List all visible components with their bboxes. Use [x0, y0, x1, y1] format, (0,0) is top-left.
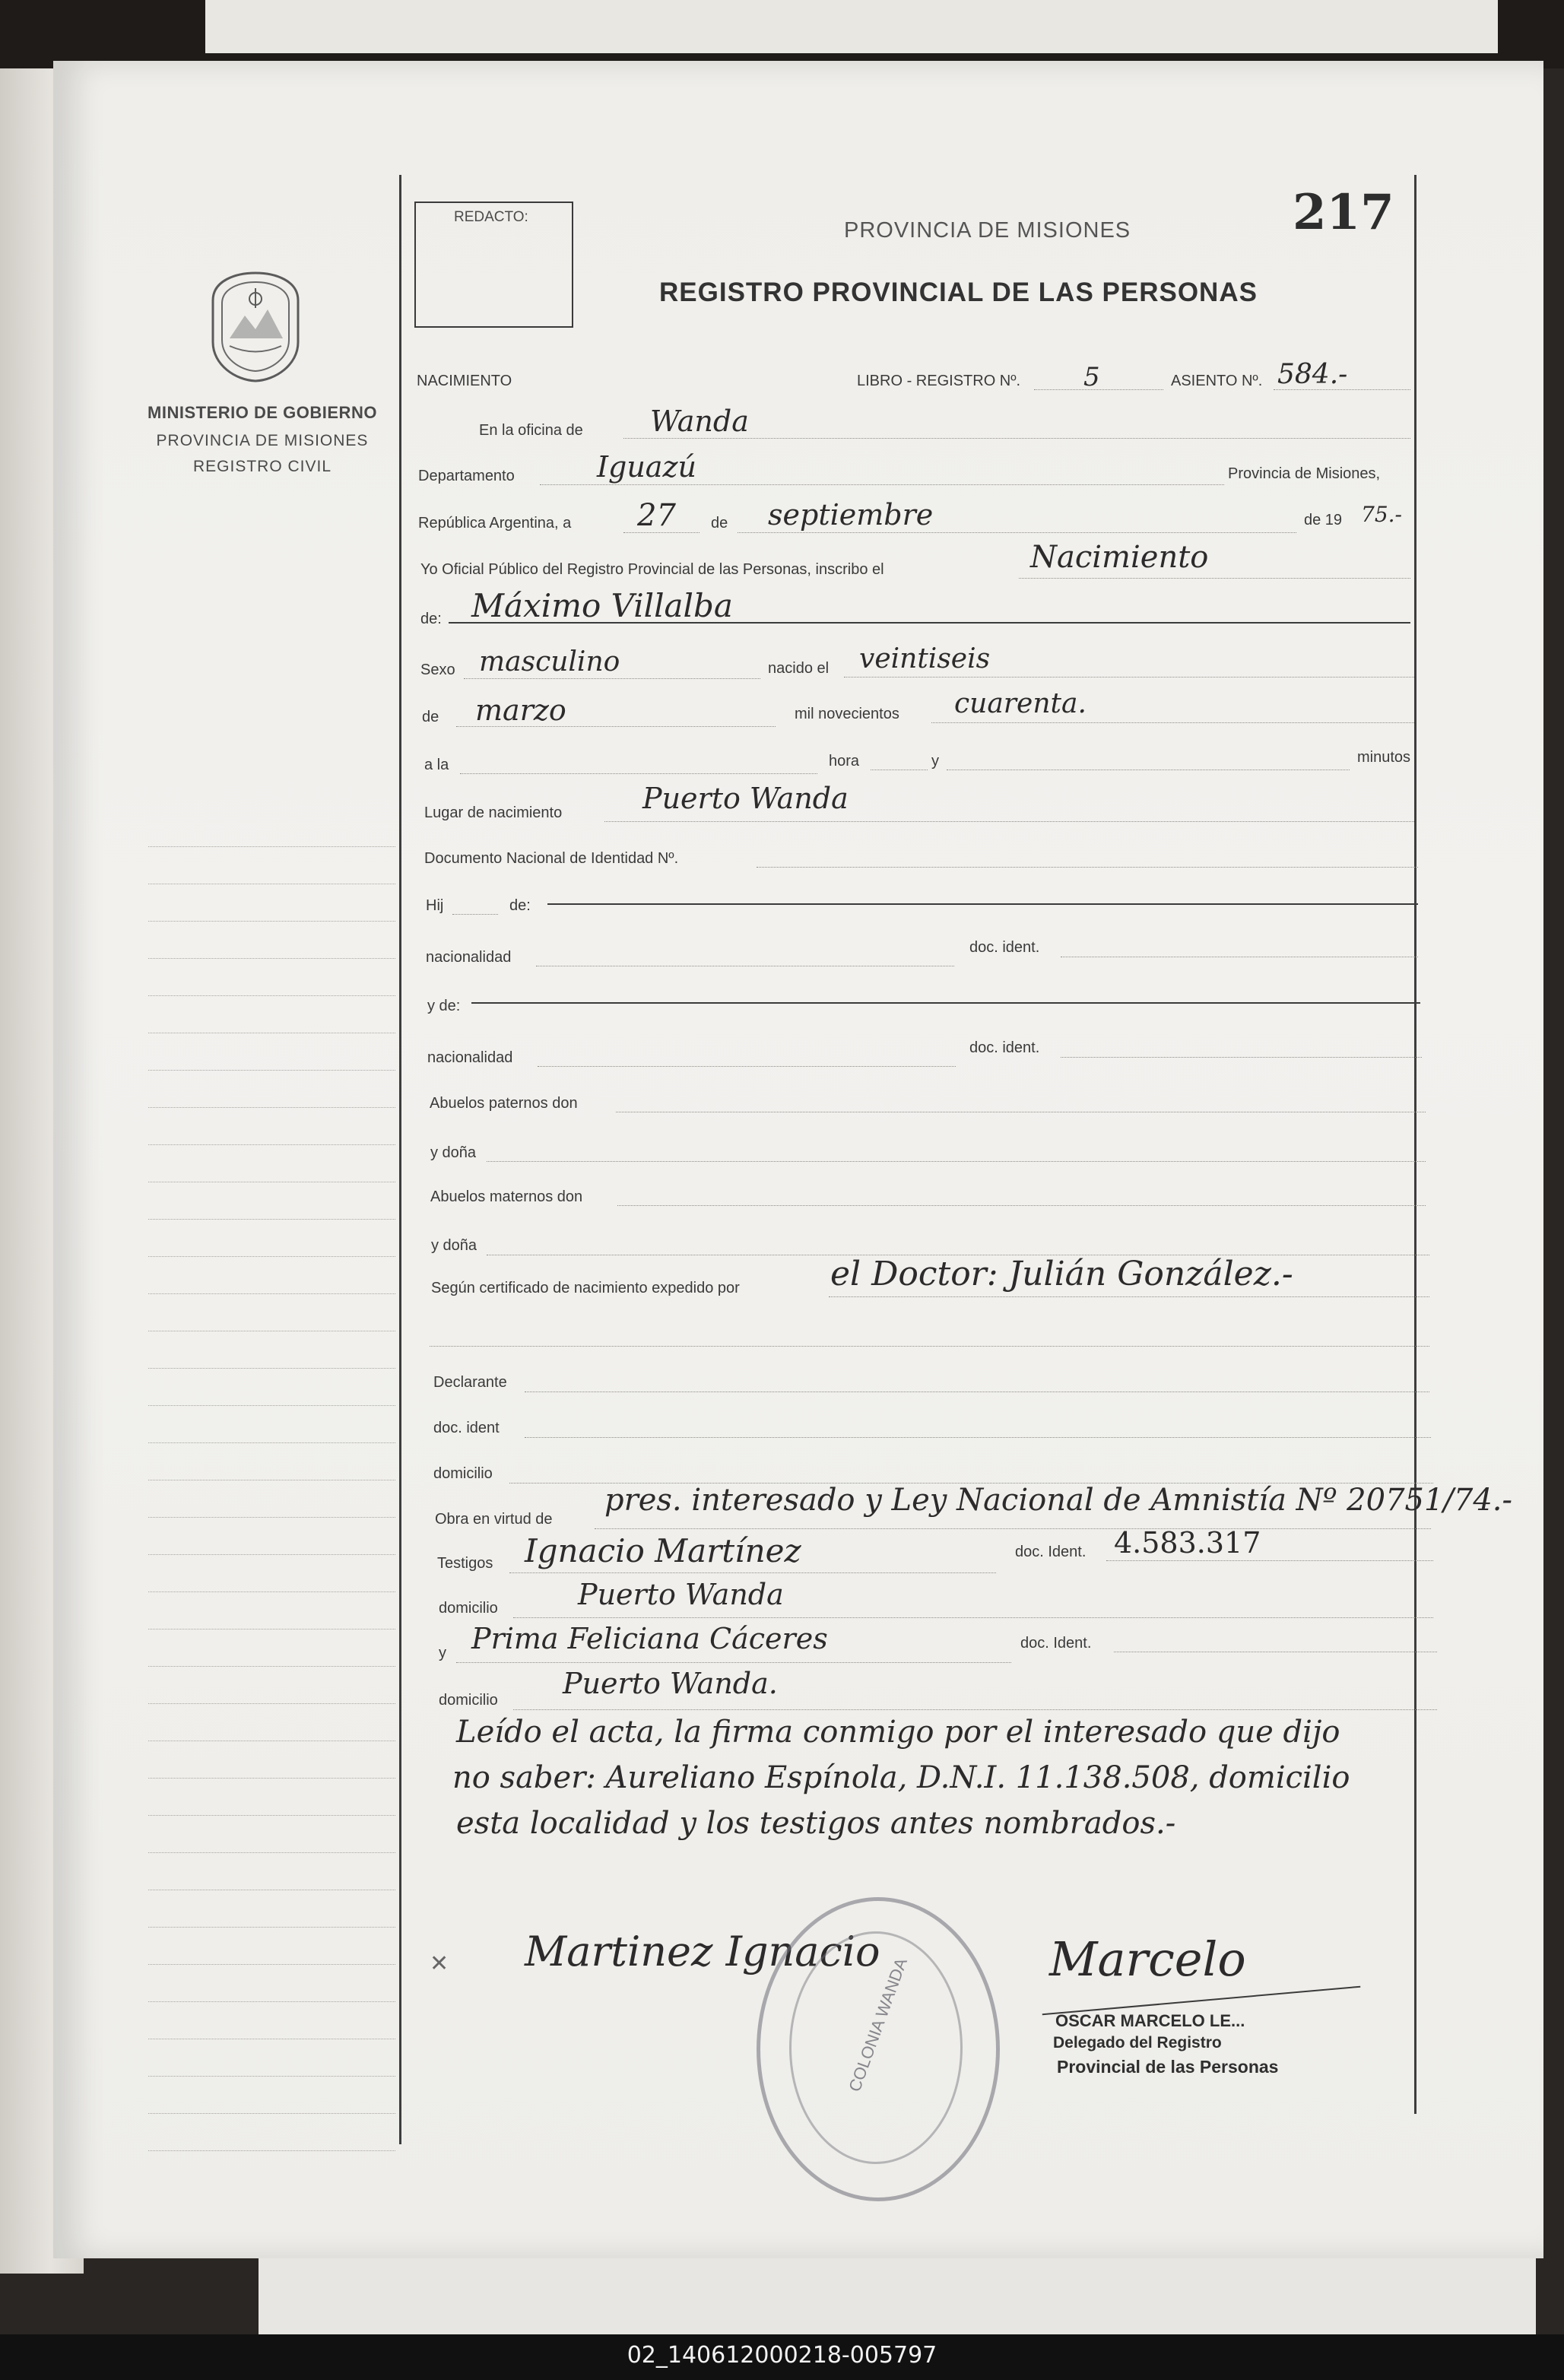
value-inscribo: Nacimiento: [1030, 540, 1209, 575]
label-certificado: Según certificado de nacimiento expedido por: [431, 1280, 740, 1296]
label-nacionalidad-2: nacionalidad: [427, 1049, 513, 1066]
closing-line-2: no saber: Aureliano Espínola, D.N.I. 11.138.508, domicilio: [452, 1760, 1350, 1795]
label-libro: LIBRO - REGISTRO Nº.: [857, 373, 1021, 389]
value-libro: 5: [1083, 362, 1100, 392]
oficina-line: [623, 438, 1410, 439]
label-domicilio-3: domicilio: [439, 1692, 498, 1709]
certificado-line-2: [430, 1346, 1429, 1347]
label-domicilio-2: domicilio: [439, 1600, 498, 1617]
book-cover-edge: [205, 0, 1498, 53]
domicilio-2-line: [513, 1617, 1433, 1618]
label-hij: Hij: [426, 897, 444, 914]
label-republica: República Argentina, a: [418, 515, 572, 532]
label-y: y: [931, 753, 939, 770]
label-sexo: Sexo: [420, 662, 455, 678]
padre-line: [547, 903, 1418, 905]
header-registry: REGISTRO PROVINCIAL DE LAS PERSONAS: [659, 278, 1258, 307]
label-de-nombre: de:: [420, 611, 442, 627]
redacto-box: [414, 202, 573, 328]
round-official-stamp: [757, 1897, 1000, 2201]
image-caption: 02_140612000218-005797: [627, 2342, 937, 2369]
margin-note-lines: [148, 810, 395, 2151]
label-departamento: Departamento: [418, 468, 515, 484]
cross-mark-icon: ✕: [430, 1950, 449, 1977]
obra-line: [595, 1528, 1431, 1529]
value-mes: septiembre: [768, 498, 934, 532]
value-anio-nac: cuarenta.: [954, 688, 1087, 719]
value-nacido-el: veintiseis: [859, 643, 991, 674]
label-mil-novecientos: mil novecientos: [795, 706, 899, 722]
value-obra: pres. interesado y Ley Nacional de Amnistía Nº 20751/74.-: [604, 1483, 1513, 1518]
label-testigos: Testigos: [437, 1555, 493, 1572]
closing-line-3: esta localidad y los testigos antes nombrados.-: [456, 1806, 1176, 1841]
anio-nac-line: [931, 722, 1414, 723]
ministry-name: MINISTERIO DE GOBIERNO: [148, 403, 377, 422]
redacto-label: REDACTO:: [454, 209, 528, 225]
label-doc-ident-4: doc. Ident.: [1015, 1544, 1087, 1560]
label-doc-ident-5: doc. Ident.: [1020, 1635, 1092, 1652]
label-nacionalidad-1: nacionalidad: [426, 949, 512, 966]
label-y-dona-1: y doña: [430, 1144, 477, 1161]
page-number: 217: [1293, 184, 1394, 241]
dni-line: [757, 867, 1418, 868]
label-hora: hora: [829, 753, 860, 770]
lugar-line: [604, 821, 1414, 822]
label-provincia: Provincia de Misiones,: [1228, 465, 1381, 482]
label-lugar: Lugar de nacimiento: [424, 804, 563, 821]
label-doc-ident-1: doc. ident.: [969, 939, 1040, 956]
nacido-line: [844, 677, 1414, 678]
abuela-paterna-line: [487, 1161, 1426, 1162]
value-asiento: 584.-: [1277, 359, 1348, 390]
testigo-2-line: [456, 1662, 1011, 1663]
label-asiento: ASIENTO Nº.: [1171, 373, 1263, 389]
value-testigo-1: Ignacio Martínez: [525, 1532, 801, 1569]
value-dia: 27: [637, 498, 676, 533]
label-a-la: a la: [424, 757, 449, 773]
value-certificado: el Doctor: Julián González.-: [830, 1255, 1293, 1293]
nacionalidad-2-line: [538, 1066, 956, 1067]
certificado-line: [829, 1296, 1429, 1297]
provincial-seal-icon: [207, 270, 304, 384]
doc-ident-4-line: [1106, 1560, 1433, 1561]
value-departamento: Iguazú: [597, 450, 696, 484]
form-right-rule: [1414, 175, 1416, 2114]
sexo-line: [464, 678, 760, 679]
mes-line: [738, 532, 1296, 533]
label-yo-oficial: Yo Oficial Público del Registro Provincial de las Personas, inscribo el: [420, 561, 884, 578]
label-dni: Documento Nacional de Identidad Nº.: [424, 850, 679, 867]
abuelo-materno-line: [617, 1205, 1426, 1206]
label-obra: Obra en virtud de: [435, 1511, 553, 1528]
official-role-stamp-2: Provincial de las Personas: [1057, 2057, 1279, 2077]
label-nacido-el: nacido el: [768, 660, 830, 677]
ministry-registry: REGISTRO CIVIL: [192, 458, 332, 475]
label-oficina: En la oficina de: [479, 422, 583, 439]
madre-line: [471, 1002, 1420, 1004]
label-de-mes: de: [711, 515, 728, 532]
value-oficina: Wanda: [650, 405, 749, 438]
inscribo-line: [1019, 578, 1410, 579]
closing-line-1: Leído el acta, la firma conmigo por el interesado que dijo: [456, 1715, 1340, 1750]
value-sexo: masculino: [479, 646, 620, 678]
value-testigo-1-doc: 4.583.317: [1114, 1526, 1261, 1560]
value-nombre: Máximo Villalba: [471, 587, 733, 624]
hij-line: [452, 914, 498, 915]
ministry-province: PROVINCIA DE MISIONES: [156, 432, 369, 449]
value-testigo-2-dom: Puerto Wanda.: [563, 1667, 778, 1700]
testigo-1-line: [509, 1572, 996, 1573]
official-signature: Marcelo: [1049, 1931, 1246, 1987]
label-declarante: Declarante: [433, 1374, 507, 1391]
label-de-padre: de:: [509, 897, 531, 914]
value-mes-nac: marzo: [475, 693, 566, 727]
label-domicilio-1: domicilio: [433, 1465, 493, 1482]
stamp-center-text: COLONIA WANDA: [845, 1955, 911, 2095]
label-y-dona-2: y doña: [431, 1237, 477, 1254]
value-testigo-2: Prima Feliciana Cáceres: [471, 1622, 828, 1655]
label-y-de: y de:: [427, 998, 461, 1014]
doc-ident-3-line: [525, 1437, 1431, 1438]
label-minutos: minutos: [1357, 749, 1411, 766]
a-la-line: [460, 773, 817, 774]
label-de-mes-nac: de: [422, 709, 439, 725]
value-anio: 75.-: [1361, 502, 1402, 527]
page-stack-edge: [259, 2251, 1536, 2334]
form-left-rule: [399, 175, 401, 2144]
witness-signature: Martinez Ignacio: [525, 1928, 880, 1975]
label-abuelos-paternos: Abuelos paternos don: [430, 1095, 578, 1112]
label-doc-ident-2: doc. ident.: [969, 1039, 1040, 1056]
label-doc-ident-3: doc. ident: [433, 1420, 500, 1436]
value-testigo-1-dom: Puerto Wanda: [578, 1578, 784, 1611]
label-de-19: de 19: [1304, 512, 1343, 528]
official-name-stamp: OSCAR MARCELO LE...: [1055, 2011, 1245, 2030]
label-y-testigo: y: [439, 1645, 446, 1661]
official-role-stamp-1: Delegado del Registro: [1053, 2034, 1222, 2052]
label-nacimiento: NACIMIENTO: [417, 373, 512, 389]
value-lugar: Puerto Wanda: [642, 782, 849, 815]
header-province: PROVINCIA DE MISIONES: [844, 218, 1131, 243]
ministry-block: [137, 403, 388, 476]
domicilio-3-line: [513, 1709, 1437, 1710]
departamento-line: [540, 484, 1224, 485]
doc-ident-2-line: [1061, 1057, 1422, 1058]
label-abuelos-maternos: Abuelos maternos don: [430, 1188, 583, 1205]
